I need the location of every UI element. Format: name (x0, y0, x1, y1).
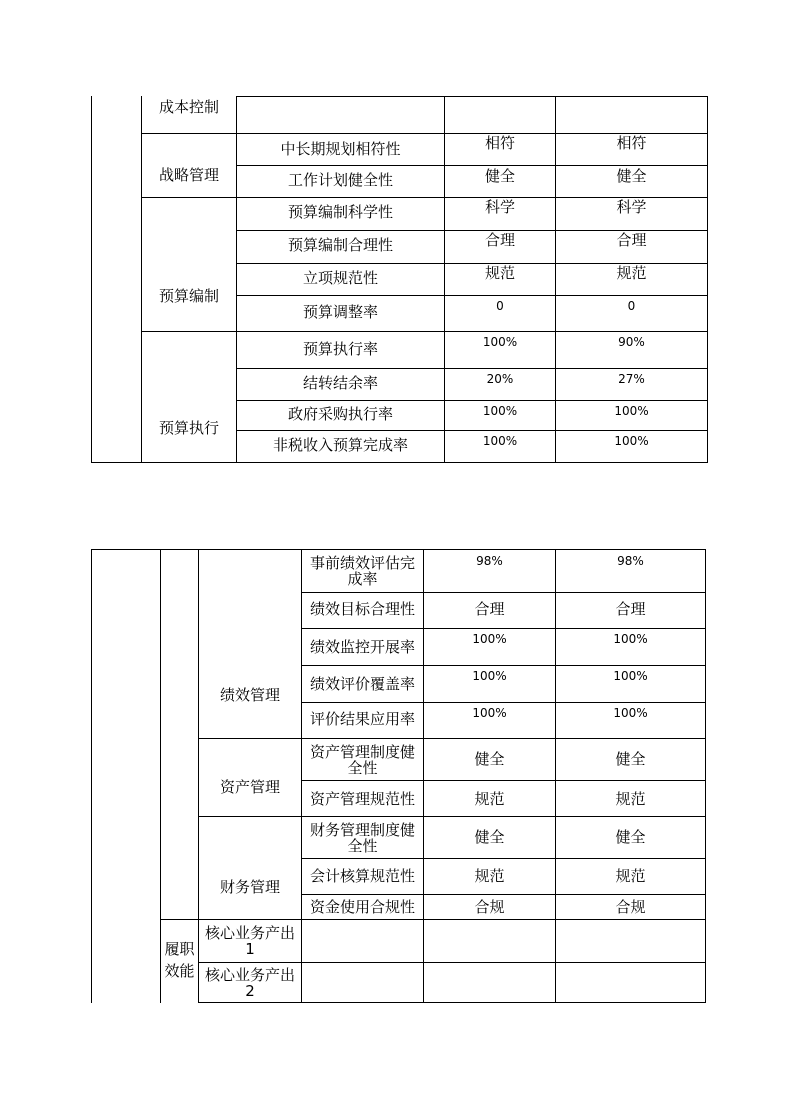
table-border (301, 592, 706, 593)
value-a-cell: 100% (472, 632, 507, 646)
value-b-cell: 健全 (616, 167, 647, 185)
indicator-cell: 预算调整率 (302, 303, 378, 321)
value-b-cell: 27% (618, 372, 645, 386)
indicator-cell: 预算编制合理性 (287, 236, 393, 254)
indicator-cell: 资金使用合规性 (309, 898, 415, 916)
value-a-cell: 100% (472, 669, 507, 683)
value-b-cell: 健全 (615, 750, 646, 768)
value-b-cell: 98% (617, 554, 644, 568)
table-border (198, 738, 706, 739)
indicator-cell: 核心业务产出 1 (204, 924, 295, 958)
value-a-cell: 规范 (484, 264, 515, 282)
table-border (705, 549, 706, 1003)
table-border (236, 430, 708, 431)
indicator-cell: 中长期规划相符性 (280, 140, 401, 158)
value-a-cell: 100% (482, 335, 518, 349)
value-a-cell: 合理 (474, 600, 505, 618)
value-b-cell: 0 (627, 299, 636, 313)
value-a-cell: 100% (482, 434, 518, 448)
group-label: 履职 效能 (164, 940, 195, 980)
table-border (236, 96, 708, 97)
indicator-cell: 非税收入预算完成率 (272, 436, 408, 454)
value-b-cell: 100% (613, 669, 648, 683)
indicator-cell: 绩效监控开展率 (309, 638, 415, 656)
indicator-cell: 结转结余率 (302, 374, 378, 392)
table-border (236, 165, 708, 166)
table-border (198, 816, 706, 817)
category-cell: 资产管理 (219, 778, 280, 796)
table-border (198, 1002, 706, 1003)
indicator-cell: 绩效目标合理性 (309, 600, 415, 618)
value-b-cell: 合理 (616, 231, 647, 249)
value-a-cell: 合规 (474, 898, 505, 916)
value-a-cell: 合理 (484, 231, 515, 249)
indicator-cell: 核心业务产出 2 (204, 966, 295, 1000)
indicator-cell: 资产管理制度健 全性 (309, 743, 415, 777)
table-border (301, 894, 706, 895)
value-b-cell: 合理 (615, 600, 646, 618)
indicator-cell: 预算编制科学性 (287, 203, 393, 221)
table-border (198, 962, 706, 963)
table-border (236, 400, 708, 401)
value-b-cell: 科学 (616, 198, 647, 216)
category-cell: 预算编制 (158, 287, 219, 305)
table-border (301, 702, 706, 703)
category-cell: 战略管理 (158, 166, 219, 184)
category-cell: 预算执行 (158, 419, 219, 437)
indicator-cell: 预算执行率 (302, 340, 378, 358)
value-a-cell: 规范 (474, 790, 505, 808)
category-cell: 绩效管理 (219, 686, 280, 704)
value-a-cell: 科学 (484, 198, 515, 216)
indicator-cell: 立项规范性 (302, 269, 378, 287)
table-border (91, 549, 92, 1003)
table-border (141, 331, 708, 332)
value-b-cell: 100% (613, 632, 648, 646)
indicator-cell: 政府采购执行率 (287, 405, 393, 423)
indicator-cell: 事前绩效评估完 成率 (309, 554, 415, 588)
category-cell: 成本控制 (158, 98, 219, 116)
indicator-cell: 会计核算规范性 (309, 867, 415, 885)
indicator-cell: 评价结果应用率 (309, 710, 415, 728)
value-a-cell: 健全 (484, 167, 515, 185)
indicator-cell: 资产管理规范性 (309, 790, 415, 808)
value-b-cell: 健全 (615, 828, 646, 846)
value-b-cell: 90% (618, 335, 645, 349)
indicator-cell: 工作计划健全性 (287, 171, 393, 189)
value-a-cell: 0 (496, 299, 504, 313)
table-border (160, 549, 161, 1003)
indicator-cell: 绩效评价覆盖率 (309, 675, 415, 693)
value-a-cell: 健全 (474, 828, 505, 846)
table-border (301, 858, 706, 859)
table-border (301, 780, 706, 781)
table-border (301, 628, 706, 629)
value-b-cell: 相符 (616, 134, 647, 152)
table-border (91, 549, 706, 550)
table-border (91, 96, 92, 463)
category-cell: 财务管理 (219, 878, 280, 896)
value-b-cell: 规范 (615, 867, 646, 885)
value-a-cell: 100% (472, 706, 507, 720)
table-border (141, 96, 142, 463)
table-border (160, 919, 706, 920)
value-b-cell: 规范 (615, 790, 646, 808)
value-b-cell: 100% (614, 434, 649, 448)
value-a-cell: 100% (482, 404, 518, 418)
value-b-cell: 合规 (615, 898, 646, 916)
value-a-cell: 相符 (484, 134, 515, 152)
value-a-cell: 健全 (474, 750, 505, 768)
table-border (707, 96, 708, 463)
indicator-cell: 财务管理制度健 全性 (309, 821, 415, 855)
value-b-cell: 100% (613, 706, 648, 720)
value-a-cell: 20% (486, 372, 514, 386)
table-border (301, 665, 706, 666)
table-border (236, 295, 708, 296)
value-b-cell: 规范 (616, 264, 647, 282)
value-a-cell: 98% (476, 554, 503, 568)
value-a-cell: 规范 (474, 867, 505, 885)
table-border (236, 368, 708, 369)
table-border (91, 462, 708, 463)
value-b-cell: 100% (614, 404, 649, 418)
